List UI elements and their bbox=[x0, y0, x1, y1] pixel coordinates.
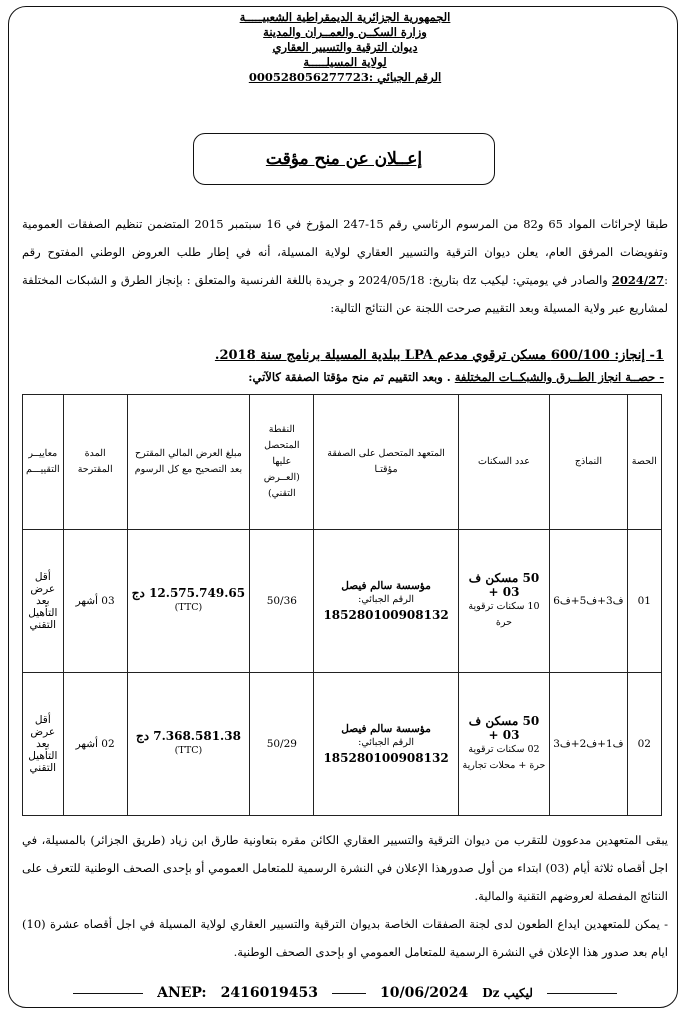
cell-num: 02 bbox=[627, 673, 661, 816]
units-extra: 02 سكنات ترقوية حرة + محلات تجارية bbox=[462, 744, 546, 771]
anep-number: 2416019453 bbox=[220, 985, 319, 1001]
ministry-name: وزارة السكــن والعمــران والمدينة bbox=[263, 25, 427, 39]
winner-name: مؤسسة سالم فيصل bbox=[341, 723, 431, 735]
header-duration: المدة المقترحة bbox=[63, 395, 127, 530]
winner-tax-label: الرقم الجبائي: bbox=[358, 737, 414, 748]
sublot-label: - حصــة انجاز الطــرق والشبكــات المختلفة bbox=[454, 370, 664, 384]
cell-num: 01 bbox=[627, 530, 661, 673]
footer-rule-right bbox=[547, 993, 617, 994]
publication-date: 10/06/2024 bbox=[380, 985, 469, 1001]
cell-score: 50/29 bbox=[250, 673, 314, 816]
cell-duration: 03 أشهر bbox=[63, 530, 127, 673]
footer-rule-mid bbox=[332, 993, 366, 994]
cell-criteria: أقل عرض بعد التأهيل التقني bbox=[23, 673, 64, 816]
cell-layout: ف1+ف2+ف3 bbox=[550, 673, 627, 816]
winner-tax: 185280100908132 bbox=[323, 751, 449, 765]
header-units: عدد السكنات bbox=[458, 395, 550, 530]
lot-title: 1- إنجاز: 600/100 مسكن ترقوي مدعم LPA ببلدية المسيلة برنامج سنة 2018. bbox=[214, 348, 664, 363]
announcement-title: إعــلان عن منح مؤقت bbox=[193, 133, 495, 185]
winner-tax: 185280100908132 bbox=[323, 608, 449, 622]
republic-name: الجمهورية الجزائرية الديمقراطية الشعبيـــــة bbox=[239, 10, 451, 24]
anep-label: ANEP: bbox=[157, 985, 207, 1001]
intro-text-a: طبقا لإحرائات المواد 65 و82 من المرسوم الرئاسي رقم 15-247 المؤرخ في 16 سبتمبر 2015 المتضمن تنظيم الصفقات العمومية وتفويضات المرفق العام، يعلن ديوان الترقية والتسيير العقاري لولاية المسيلة، أنه في إطار طلب العروض الوطني المفتوح رقم : bbox=[22, 217, 668, 287]
tax-number: الرقم الجبائي :000528056277723 bbox=[248, 70, 442, 84]
amount-value: 7.368.581.38 دج bbox=[135, 729, 241, 743]
publication-footer bbox=[26, 985, 664, 1001]
intro-paragraph bbox=[22, 210, 668, 322]
sublot-rest: . وبعد التقييم تم منح مؤقتا الصفقة كالآتي: bbox=[248, 370, 455, 384]
closing-paragraph-1: يبقى المتعهدين مدعوون للتقرب من ديوان الترقية والتسيير العقاري الكائن مقره بتعاونية طارق ابن زياد (طريق الجزائر) بالمسيلة، في اجل أقصاه ثلاثة أيام (03) ابتداء من أول صدورهذا الإعلان في النشرة الرسمية للمتعامل العمومي أو بإحدى الصحف الوطنية للتعرف على النتائج المفصلة لعروضهم التقنية والمالية. bbox=[22, 833, 669, 903]
units-main: 50 مسكن ف 03 + bbox=[468, 714, 540, 742]
letterhead bbox=[0, 10, 690, 85]
tender-reference: 2024/27 bbox=[611, 273, 665, 287]
cell-amount bbox=[127, 673, 250, 816]
cell-duration: 02 أشهر bbox=[63, 673, 127, 816]
cell-units bbox=[458, 530, 550, 673]
table-header-row bbox=[23, 395, 662, 530]
closing-section bbox=[22, 826, 668, 966]
header-num: الحصة bbox=[627, 395, 661, 530]
cell-criteria: أقل عرض بعد التأهيل التقني bbox=[23, 530, 64, 673]
cell-winner bbox=[314, 673, 458, 816]
intro-text-b: والصادر في يوميتي: ليكيب dz بتاريخ: 2024/05/18 و جريدة باللغة الفرنسية والمتعلق : بإنجاز الطرق و الشبكات المختلفة لمشاريع عبر ولاية المسيلة وبعد التقييم صرحت اللجنة عن النتائج التالية: bbox=[22, 273, 668, 315]
cell-score: 50/36 bbox=[250, 530, 314, 673]
province-name: لولاية المسيلـــــة bbox=[303, 55, 387, 69]
cell-layout: ف3+ف5+ف6 bbox=[550, 530, 627, 673]
units-extra: 10 سكنات ترقوية حرة bbox=[468, 601, 540, 628]
cell-amount bbox=[127, 530, 250, 673]
units-main: 50 مسكن ف 03 + bbox=[468, 571, 540, 599]
table-row bbox=[23, 673, 662, 816]
amount-note: (TTC) bbox=[174, 602, 203, 613]
award-table bbox=[22, 394, 662, 816]
amount-note: (TTC) bbox=[174, 745, 203, 756]
header-score: النقطة المتحصل عليها (العــرض التقني) bbox=[250, 395, 314, 530]
cell-units bbox=[458, 673, 550, 816]
table-row bbox=[23, 530, 662, 673]
winner-tax-label: الرقم الجبائي: bbox=[358, 594, 414, 605]
winner-name: مؤسسة سالم فيصل bbox=[341, 580, 431, 592]
newspaper-name: Dz ليكيب bbox=[482, 986, 533, 1000]
cell-winner bbox=[314, 530, 458, 673]
footer-rule-left bbox=[73, 993, 143, 994]
header-criteria: معاييــر التقييـــم bbox=[23, 395, 64, 530]
header-winner: المتعهد المتحصل على الصفقة مؤقتـا bbox=[314, 395, 458, 530]
office-name: ديوان الترقية والتسيير العقاري bbox=[272, 40, 418, 54]
header-layout: النماذج bbox=[550, 395, 627, 530]
header-amount: مبلغ العرض المالي المقترح بعد التصحيح مع كل الرسوم bbox=[127, 395, 250, 530]
amount-value: 12.575.749.65 دج bbox=[131, 586, 246, 600]
sublot-line bbox=[248, 370, 664, 384]
closing-paragraph-2: - يمكن للمتعهدين ايداع الطعون لدى لجنة الصفقات الخاصة بديوان الترقية والتسيير العقاري لولاية المسيلة في اجل أقصاه عشرة (10) ايام بعد صدور هذا الإعلان في النشرة الرسمية للمتعامل العمومي او بإحدى الصحف الوطنية. bbox=[22, 917, 668, 959]
